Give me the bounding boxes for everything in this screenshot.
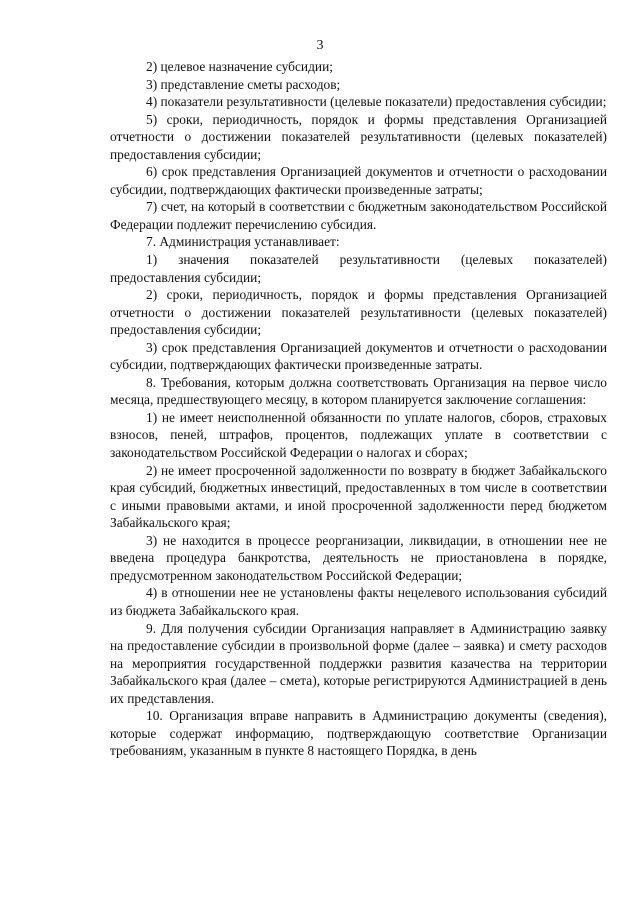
section-8-item-3: 3) не находится в процессе реорганизации, ликвидации, в отношении нее не введена процедура банкротства, деятельность не приостановлена в порядке, предусмотренном законодательством Российской Федерации; [110, 532, 607, 583]
section-8-item-4: 4) в отношении нее не установлены факты нецелевого использования субсидий из бюджета Забайкальского края. [110, 585, 607, 618]
section-8-item-2: 2) не имеет просроченной задолженности по возврату в бюджет Забайкальского края субсидий, бюджетных инвестиций, предоставленных в том числе в соответствии с иными правовыми актами, и иной просроченной задолженности перед бюджетом Забайкальского края; [110, 462, 607, 531]
item-6-expense-reporting: 6) срок представления Организацией документов и отчетности о расходовании субсидии, подтверждающих фактически произведенные затраты; [110, 164, 607, 197]
item-3-estimate: 3) представление сметы расходов; [146, 76, 341, 92]
item-7-account: 7) счет, на который в соответствии с бюджетным законодательством Российской Федерации подлежит перечислению субсидия. [110, 199, 607, 232]
item-5-reporting-terms: 5) сроки, периодичность, порядок и формы представления Организацией отчетности о достижении показателей результативности (целевых показателей) предоставления субсидии; [110, 111, 607, 162]
section-7-item-3: 3) срок представления Организацией документов и отчетности о расходовании субсидии, подтверждающих фактически произведенные затраты. [110, 339, 607, 373]
document-body [110, 58, 607, 760]
page-number: 3 [316, 38, 324, 53]
section-7-heading: 7. Администрация устанавливает: [146, 234, 340, 250]
section-9: 9. Для получения субсидии Организация направляет в Администрацию заявку на предоставление субсидии в произвольной форме (далее – заявка) и смету расходов на мероприятия государственной поддержки развития казачества на территории Забайкальского края (далее – смета), которые регистрируются Администрацией в день их представления. [110, 620, 607, 706]
section-7-item-2: 2) сроки, периодичность, порядок и формы представления Организацией отчетности о достижении показателей результативности (целевых показателей) предоставления субсидии; [110, 287, 607, 338]
section-8-heading: 8. Требования, которым должна соответствовать Организация на первое число месяца, предшествующего месяцу, в котором планируется заключение соглашения: [110, 374, 607, 408]
section-10: 10. Организация вправе направить в Администрацию документы (сведения), которые содержат информацию, подтверждающую соответствие Организации требованиям, указанным в пункте 8 настоящего Порядка, в день [110, 708, 607, 759]
section-8-item-1: 1) не имеет неисполненной обязанности по уплате налогов, сборов, страховых взносов, пеней, штрафов, процентов, подлежащих уплате в соответствии с законодательством Российской Федерации о налогах и сборах; [110, 409, 607, 461]
item-4-indicators: 4) показатели результативности (целевые показатели) предоставления субсидии; [146, 94, 607, 110]
item-2-purpose: 2) целевое назначение субсидии; [146, 59, 333, 74]
section-7-item-1: 1) значения показателей результативности (целевых показателей) предоставления субсидии; [110, 252, 607, 285]
